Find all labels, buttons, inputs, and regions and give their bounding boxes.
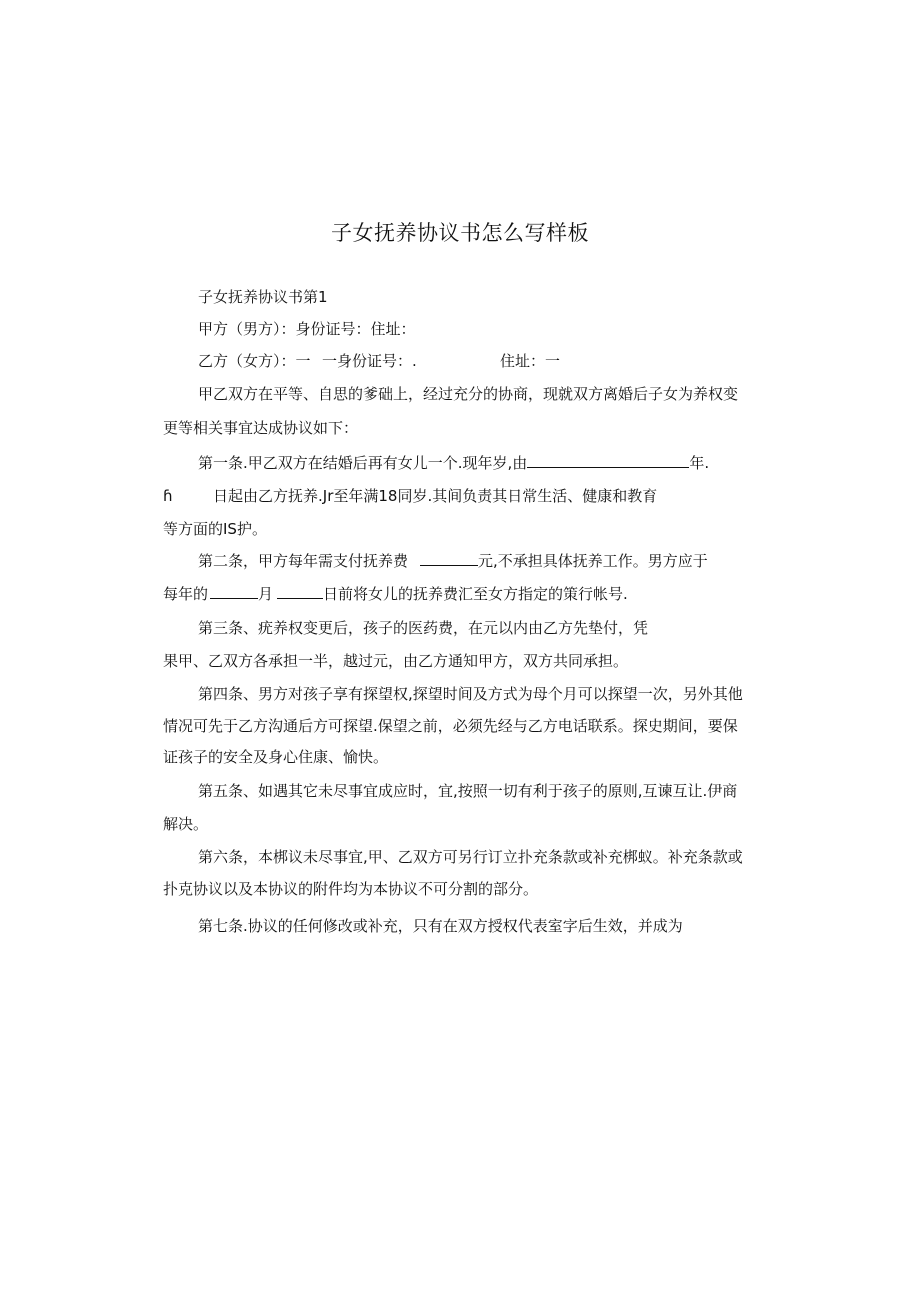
article-7-line-1: 第七条.协议的任何修改或补充，只有在双方授权代表室字后生效，并成为: [198, 917, 683, 935]
intro-line-1: 甲乙双方在平等、自思的爹础上，经过充分的协商，现就双方离婚后子女为养权变: [198, 385, 739, 403]
article-1-mark: ɦ: [163, 487, 173, 505]
article-4-line-1: 第四条、男方对孩子享有探望权,探望时间及方式为母个月可以探望一次，另外其他: [198, 685, 743, 703]
article-4-line-3: 证孩子的安全及身心住康、愉快。: [163, 748, 389, 766]
party-b-id-label: 一身份证号：.: [322, 352, 417, 370]
document-title: 子女抚养协议书怎么写样板: [331, 221, 589, 245]
intro-line-2: 更等相关事宜达成协议如下：: [163, 419, 359, 437]
article-4-line-2: 情况可先于乙方沟通后方可探望.保望之前，必须先经与乙方电话联系。探史期间，要保: [163, 717, 738, 735]
article-2-line-2: [163, 583, 628, 605]
article-1-line-1: [198, 452, 709, 474]
article-2-text-e: 日前将女儿的抚养费汇至女方指定的策行帐号.: [323, 585, 628, 603]
fill-in-blank: [527, 452, 689, 468]
party-b-address-label: 住址：一: [500, 352, 561, 370]
article-5-line-1: 第五条、如遇其它未尽事宜成应时，宜,按照一切有利于孩子的原则,互谏互让.伊商: [198, 782, 738, 800]
fill-in-blank: [420, 550, 478, 566]
article-2-text-c: 每年的: [163, 585, 209, 603]
fill-in-blank: [210, 583, 258, 599]
article-2-text-a: 第二条，甲方每年需支付抚养费: [198, 552, 409, 570]
article-3-line-2: 果甲、乙双方各承担一半，越过元，由乙方通知甲方，双方共同承担。: [163, 652, 629, 670]
article-2-text-b: 元,不承担具体抚养工作。男方应于: [478, 552, 708, 570]
fill-in-blank: [277, 583, 323, 599]
party-a-line: 甲方（男方）：身份证号：住址：: [198, 320, 416, 338]
article-5-line-2: 解决。: [163, 815, 209, 833]
article-2-line-1: [198, 550, 708, 572]
document-subtitle: 子女抚养协议书第1: [198, 288, 328, 306]
party-b-label: 乙方（女方）：一: [198, 352, 311, 370]
article-6-line-1: 第六条，本梆议未尽事宜,甲、乙双方可另行订立扑充条款或补充梆蚁。补充条款或: [198, 848, 743, 866]
article-1-text-b: 年.: [689, 454, 710, 472]
article-3-line-1: 第三条、疣养权变更后，孩子的医药费，在元以内由乙方先垫付，凭: [198, 619, 649, 637]
article-6-line-2: 扑克协议以及本协议的附件均为本协议不可分割的部分。: [163, 880, 539, 898]
article-1-text-a: 第一条.甲乙双方在结婚后再有女儿一个.现年岁,由: [198, 454, 528, 472]
article-1-line-3: 等方面的IS护。: [163, 520, 267, 538]
article-1-line-2: 日起由乙方抚养.Jr至年满18同岁.其间负责其日常生活、健康和教育: [213, 487, 658, 505]
article-2-text-d: 月: [258, 585, 274, 603]
